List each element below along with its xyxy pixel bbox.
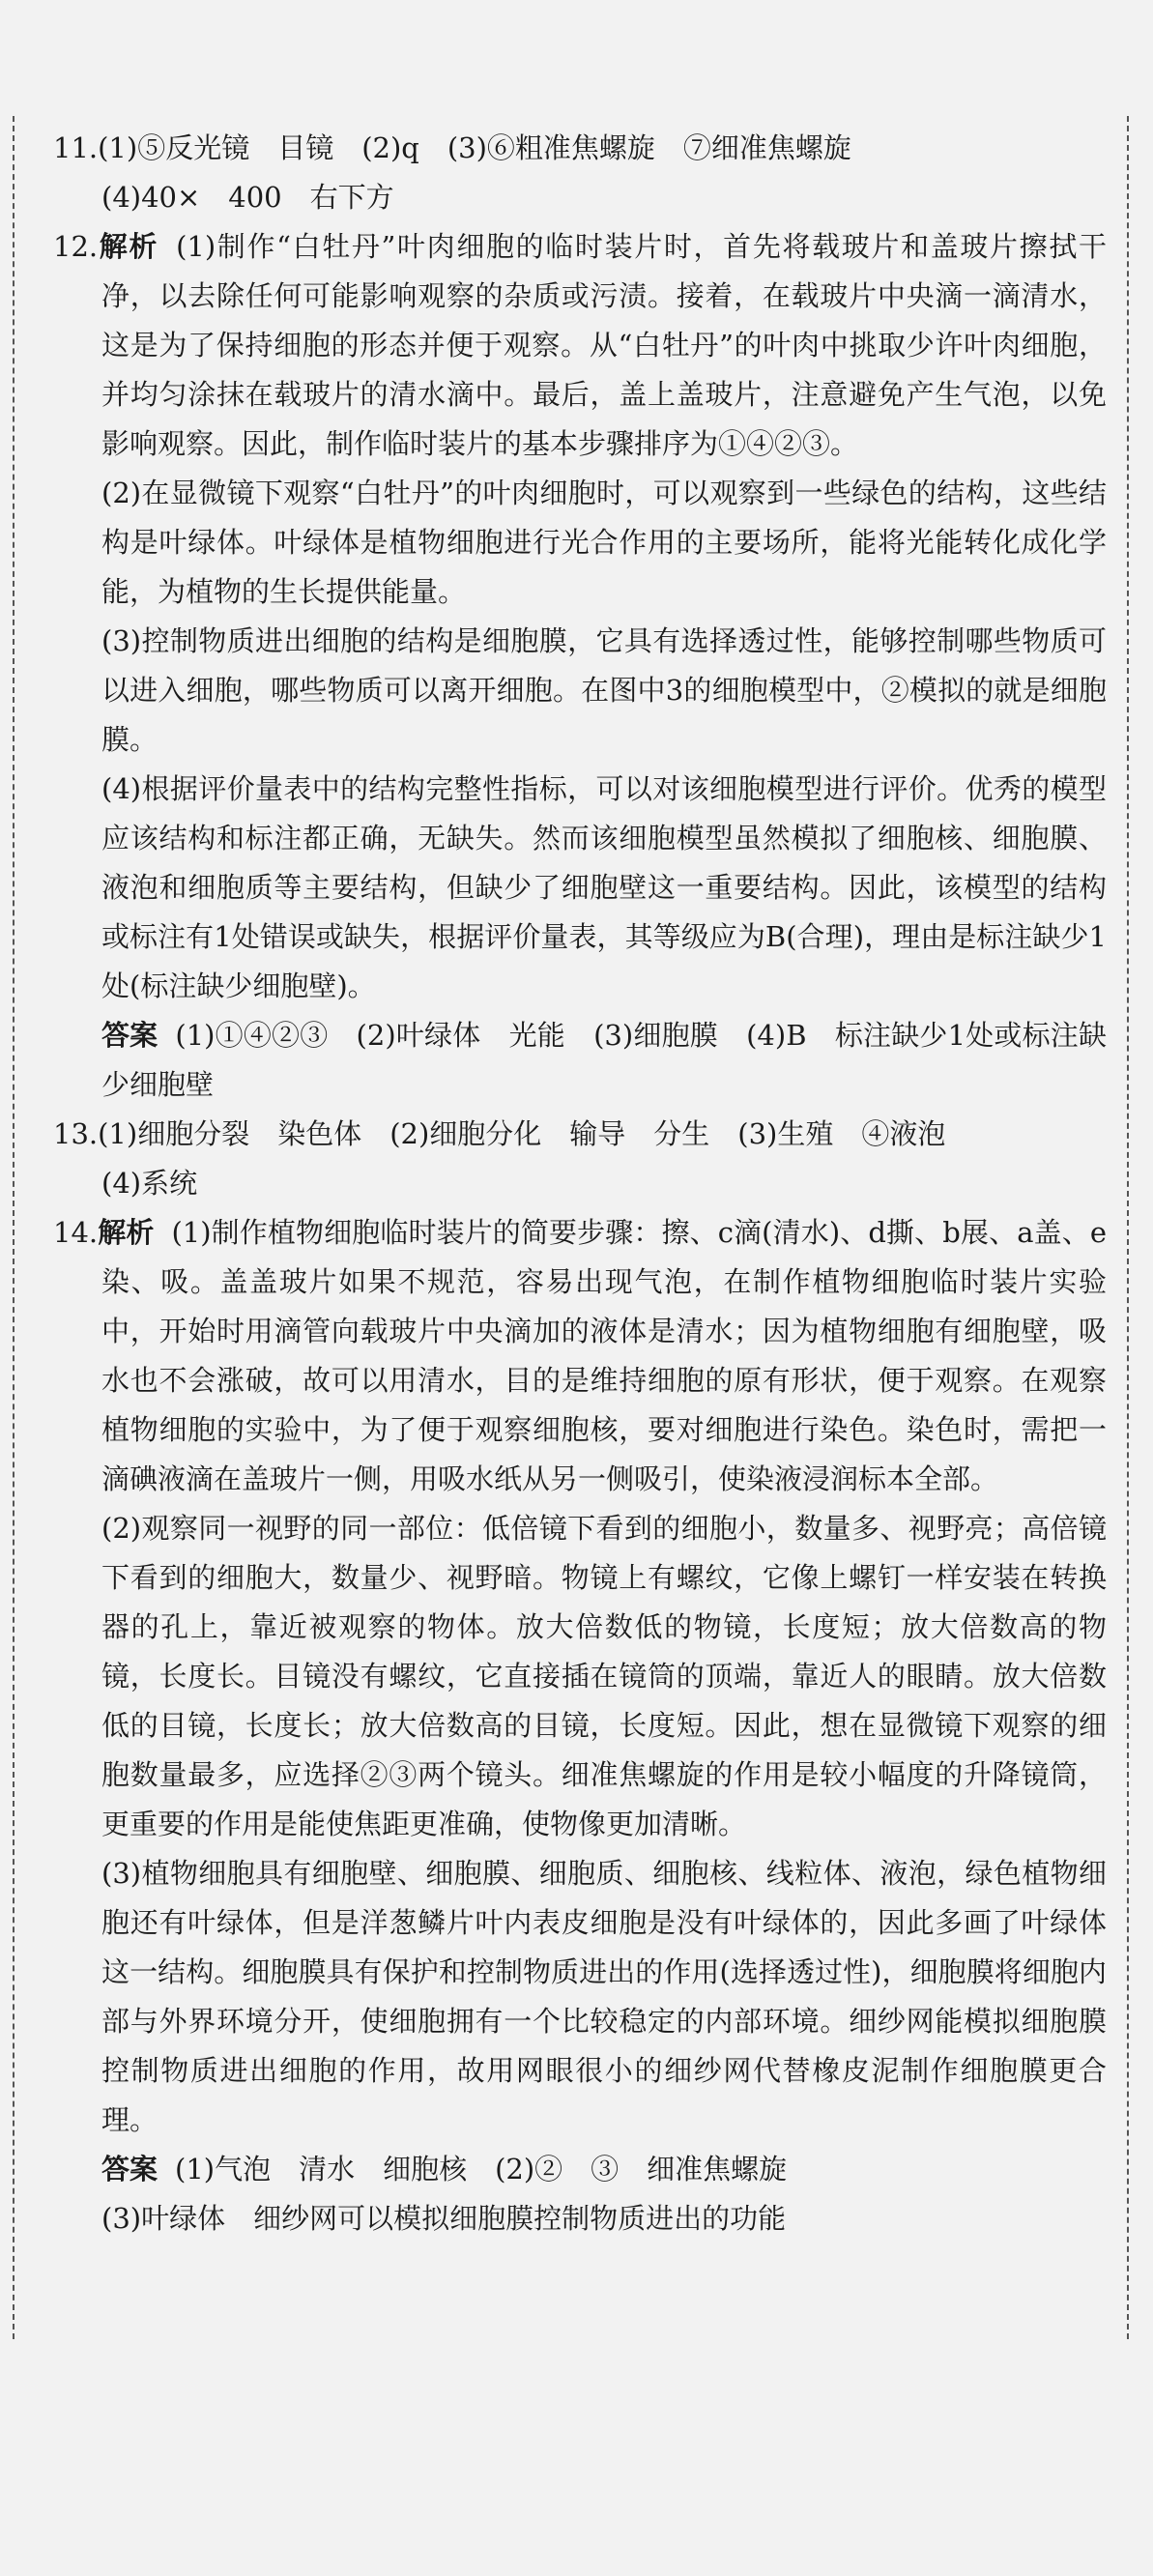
q13-line1: 13.(1)细胞分裂 染色体 (2)细胞分化 输导 分生 (3)生殖 ④液泡 [53,1117,946,1150]
q14-answer [53,2145,1107,2194]
q12-analysis-p3: (3)控制物质进出细胞的结构是细胞膜，它具有选择透过性，能够控制哪些物质可以进入细胞，哪些物质可以离开细胞。在图中3的细胞模型中，②模拟的就是细胞膜。 [101,624,1107,756]
question-14 [53,1208,1107,2243]
question-11 [53,124,1107,222]
q14-answer-tag: 答案 [101,2153,159,2185]
q12-analysis-tag: 解析 [98,230,159,263]
q11-line2: (4)40× 400 右下方 [101,181,394,214]
q14-analysis-p2: (2)观察同一视野的同一部位：低倍镜下看到的细胞小，数量多、视野亮；高倍镜下看到的细胞大，数量少、视野暗。物镜上有螺纹，它像上螺钉一样安装在转换器的孔上，靠近被观察的物体。放大倍数低的物镜，长度短；放大倍数高的物镜，长度长。目镜没有螺纹，它直接插在镜筒的顶端，靠近人的眼睛。放大倍数低的目镜，长度长；放大倍数高的目镜，长度短。因此，想在显微镜下观察的细胞数量最多，应选择②③两个镜头。细准焦螺旋的作用是较小幅度的升降镜筒，更重要的作用是能使焦距更准确，使物像更加清晰。 [101,1512,1107,1840]
question-12 [53,222,1107,1110]
q14-p1-text: (1)制作植物细胞临时装片的简要步骤：擦、c滴(清水)、d撕、b展、a盖、e染、吸。盖盖玻片如果不规范，容易出现气泡，在制作植物细胞临时装片实验中，开始时用滴管向载玻片中央滴加的液体是清水；因为植物细胞有细胞壁，吸水也不会涨破，故可以用清水，目的是维持细胞的原有形状，便于观察。在观察植物细胞的实验中，为了便于观察细胞核，要对细胞进行染色。染色时，需把一滴碘液滴在盖玻片一侧，用吸水纸从另一侧吸引，使染液浸润标本全部。 [101,1216,1107,1495]
q12-answer [53,1011,1107,1110]
q14-analysis-tag: 解析 [98,1216,155,1249]
q12-analysis-p1 [53,222,1107,469]
answer-content [53,124,1107,2243]
q11-line1: 11.(1)⑤反光镜 目镜 (2)q (3)⑥粗准焦螺旋 ⑦细准焦螺旋 [53,131,851,164]
q14-answer-text-1: (1)气泡 清水 细胞核 (2)② ③ 细准焦螺旋 [175,2153,788,2185]
q14-answer-line2: (3)叶绿体 细纱网可以模拟细胞膜控制物质进出的功能 [101,2202,787,2235]
q12-analysis-p2: (2)在显微镜下观察“白牡丹”的叶肉细胞时，可以观察到一些绿色的结构，这些结构是叶绿体。叶绿体是植物细胞进行光合作用的主要场所，能将光能转化成化学能，为植物的生长提供能量。 [101,477,1107,608]
q14-analysis-p3: (3)植物细胞具有细胞壁、细胞膜、细胞质、细胞核、线粒体、液泡，绿色植物细胞还有叶绿体，但是洋葱鳞片叶内表皮细胞是没有叶绿体的，因此多画了叶绿体这一结构。细胞膜具有保护和控制物质进出的作用(选择透过性)，细胞膜将细胞内部与外界环境分开，使细胞拥有一个比较稳定的内部环境。细纱网能模拟细胞膜控制物质进出细胞的作用，故用网眼很小的细纱网代替橡皮泥制作细胞膜更合理。 [101,1857,1107,2136]
q14-number: 14. [53,1216,99,1249]
question-13 [53,1110,1107,1208]
q14-analysis-p1 [53,1208,1107,1504]
q12-number: 12. [53,230,99,263]
q12-answer-text: (1)①④②③ (2)叶绿体 光能 (3)细胞膜 (4)B 标注缺少1处或标注缺少细胞壁 [101,1019,1107,1101]
q12-analysis-p4: (4)根据评价量表中的结构完整性指标，可以对该细胞模型进行评价。优秀的模型应该结构和标注都正确，无缺失。然而该细胞模型虽然模拟了细胞核、细胞膜、液泡和细胞质等主要结构，但缺少了细胞壁这一重要结构。因此，该模型的结构或标注有1处错误或缺失，根据评价量表，其等级应为B(合理)，理由是标注缺少1处(标注缺少细胞壁)。 [101,772,1107,1002]
right-dashed-margin [1127,116,1129,2339]
q13-line2: (4)系统 [101,1167,198,1200]
left-dashed-margin [13,116,14,2339]
q12-answer-tag: 答案 [101,1019,159,1052]
q12-p1-text: (1)制作“白牡丹”叶肉细胞的临时装片时，首先将载玻片和盖玻片擦拭干净，以去除任何可能影响观察的杂质或污渍。接着，在载玻片中央滴一滴清水，这是为了保持细胞的形态并便于观察。从“白牡丹”的叶肉中挑取少许叶肉细胞，并均匀涂抹在载玻片的清水滴中。最后，盖上盖玻片，注意避免产生气泡，以免影响观察。因此，制作临时装片的基本步骤排序为①④②③。 [101,230,1107,460]
